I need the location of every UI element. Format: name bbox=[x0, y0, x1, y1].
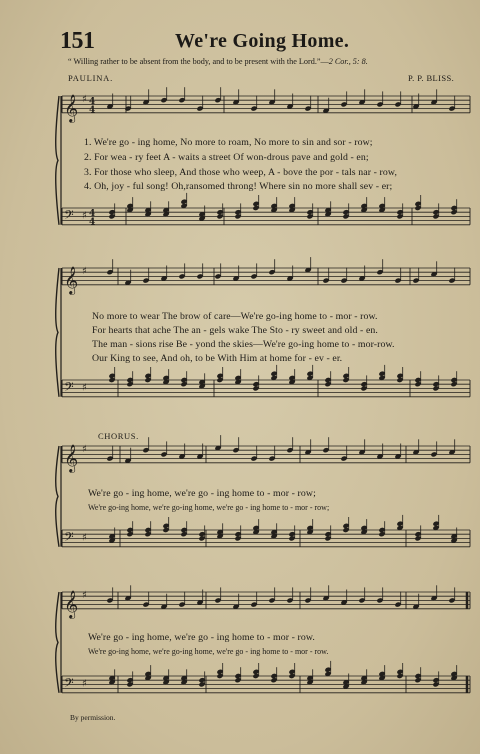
verse-line-1a: 1. We're go - ing home, No more to roam, No more to sin and sor - row; bbox=[84, 137, 373, 148]
verse-line-1b: No more to wear The brow of care—We're go-ing home to - mor - row. bbox=[92, 311, 378, 322]
key-sharp-icon: ♯ bbox=[82, 678, 87, 690]
bass-clef-icon: 𝄢 bbox=[64, 675, 74, 694]
composer: P. P. BLISS. bbox=[408, 73, 455, 83]
time-sig-bottom: 4 bbox=[89, 217, 96, 228]
epigraph-reference: 2 Cor., 5: 8. bbox=[328, 57, 368, 66]
hymn-title: We're Going Home. bbox=[175, 30, 350, 52]
verse-line-3a: 3. For those who sleep, And those who weep, A - bove the por - tals nar - row, bbox=[84, 167, 397, 178]
treble-clef-icon: 𝄞 bbox=[64, 589, 79, 618]
key-sharp-icon: ♯ bbox=[82, 444, 87, 456]
treble-clef-icon: 𝄞 bbox=[64, 93, 79, 122]
system-brace bbox=[56, 592, 59, 693]
time-sig-bottom: 4 bbox=[89, 105, 96, 116]
hymn-number: 151 bbox=[60, 28, 95, 54]
treble-clef-icon: 𝄞 bbox=[64, 265, 79, 294]
key-sharp-icon: ♯ bbox=[82, 532, 87, 544]
bass-clef-icon: 𝄢 bbox=[64, 529, 74, 548]
system-brace bbox=[56, 268, 59, 397]
verse-line-3b: The man - sions rise Be - yond the skies—We're go-ing home to - mor-row. bbox=[92, 339, 395, 350]
footnote: By permission. bbox=[70, 713, 116, 722]
key-sharp-icon: ♯ bbox=[82, 382, 87, 394]
key-sharp-icon: ♯ bbox=[82, 266, 87, 278]
epigraph-quote: “ Willing rather to be absent from the body, and to be present with the Lord.”— bbox=[68, 57, 329, 66]
verse-line-4a: 4. Oh, joy - ful song! Oh,ransomed throng! Where sin no more shall sev - er; bbox=[84, 181, 393, 192]
treble-clef-icon: 𝄞 bbox=[64, 443, 79, 472]
verse-line-2a: 2. For wea - ry feet A - waits a street Of won-drous pave and gold - en; bbox=[84, 152, 369, 163]
key-sharp-icon: ♯ bbox=[82, 94, 87, 106]
time-sig-top: 4 bbox=[89, 208, 96, 219]
verse-line-2b: For hearts that ache The an - gels wake The Sto - ry sweet and old - en. bbox=[92, 325, 378, 336]
chorus2-lower-lyric: We're go-ing home, we're go-ing home, we're go - ing home to - mor - row. bbox=[88, 647, 329, 656]
time-sig-top: 4 bbox=[89, 96, 96, 107]
bass-clef-icon: 𝄢 bbox=[64, 207, 74, 226]
key-sharp-icon: ♯ bbox=[82, 210, 87, 222]
key-sharp-icon: ♯ bbox=[82, 590, 87, 602]
tune-name: PAULINA. bbox=[68, 73, 114, 83]
chorus1-lower-lyric: We're go-ing home, we're go-ing home, we're go - ing home to - mor - row; bbox=[88, 503, 330, 512]
verse-line-4b: Our King to see, And oh, to be With Him at home for - ev - er. bbox=[92, 353, 343, 364]
chorus-label: CHORUS. bbox=[98, 431, 139, 441]
system-brace bbox=[56, 446, 59, 547]
chorus1-upper-lyric: We're go - ing home, we're go - ing home to - mor - row; bbox=[88, 488, 316, 499]
chorus2-upper-lyric: We're go - ing home, we're go - ing home to - mor - row. bbox=[88, 632, 315, 643]
bass-clef-icon: 𝄢 bbox=[64, 379, 74, 398]
system-brace bbox=[56, 96, 59, 225]
